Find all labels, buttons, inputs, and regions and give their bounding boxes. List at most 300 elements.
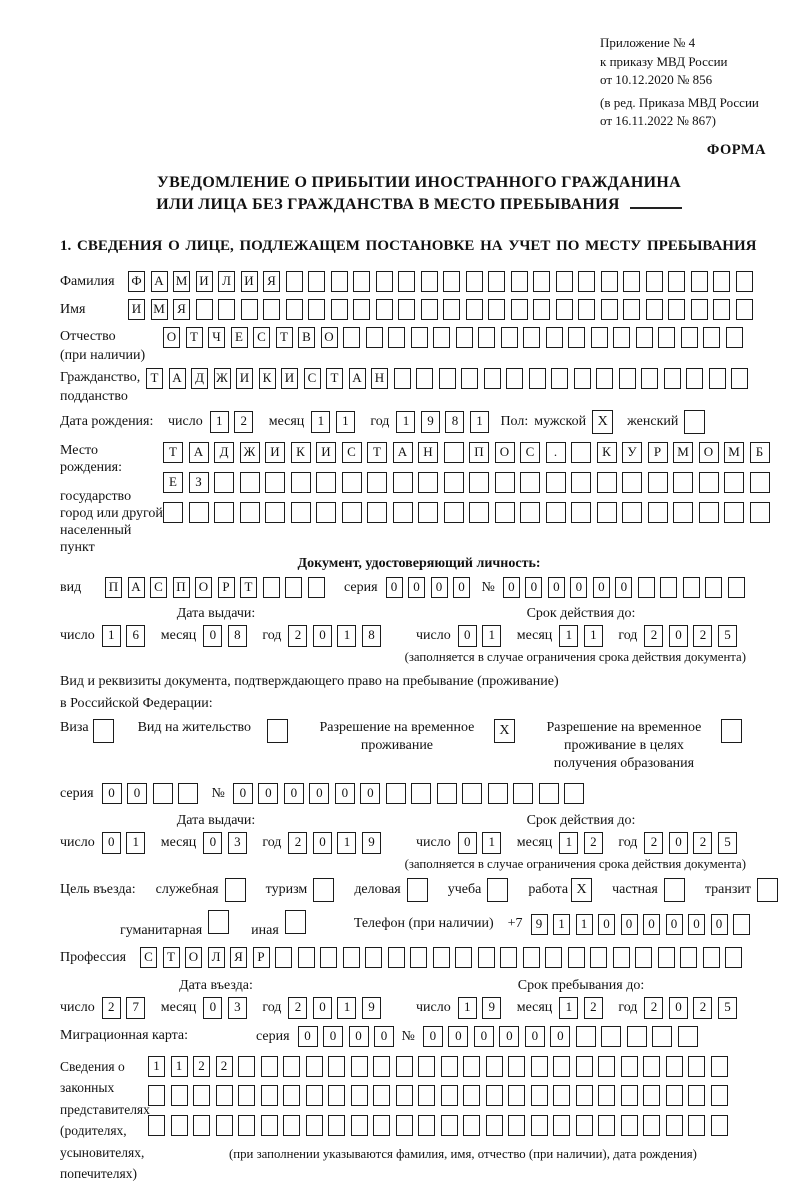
purpose-humanitarian-checkbox[interactable]	[208, 910, 229, 934]
char-cell[interactable]	[699, 472, 719, 493]
char-cell[interactable]	[366, 327, 383, 348]
char-cell[interactable]: 1	[148, 1056, 165, 1077]
char-cell[interactable]	[576, 1115, 593, 1136]
char-cell[interactable]	[724, 472, 744, 493]
char-cell[interactable]: Ж	[240, 442, 260, 463]
char-cell[interactable]: 9	[482, 997, 501, 1019]
char-cell[interactable]: 2	[584, 997, 603, 1019]
char-cell[interactable]: И	[316, 442, 336, 463]
char-cell[interactable]: 1	[458, 997, 477, 1019]
char-cell[interactable]	[261, 1115, 278, 1136]
char-cell[interactable]: 0	[453, 577, 470, 598]
char-cell[interactable]	[328, 1056, 345, 1077]
char-cell[interactable]	[596, 368, 613, 389]
char-cell[interactable]: 2	[193, 1056, 210, 1077]
char-cell[interactable]	[711, 1056, 728, 1077]
char-cell[interactable]	[666, 1115, 683, 1136]
char-cell[interactable]	[240, 502, 260, 523]
char-cell[interactable]	[545, 947, 562, 968]
char-cell[interactable]: А	[151, 271, 168, 292]
char-cell[interactable]: 0	[313, 997, 332, 1019]
char-cell[interactable]: 0	[386, 577, 403, 598]
char-cell[interactable]	[261, 1056, 278, 1077]
char-cell[interactable]	[308, 299, 325, 320]
char-cell[interactable]	[218, 299, 235, 320]
purpose-private-checkbox[interactable]	[664, 878, 685, 902]
char-cell[interactable]: 2	[102, 997, 121, 1019]
char-cell[interactable]: 0	[550, 1026, 570, 1047]
char-cell[interactable]	[373, 1115, 390, 1136]
purpose-transit-checkbox[interactable]	[757, 878, 778, 902]
char-cell[interactable]	[578, 271, 595, 292]
char-cell[interactable]: 0	[258, 783, 278, 804]
char-cell[interactable]: 0	[458, 832, 477, 854]
char-cell[interactable]: 0	[448, 1026, 468, 1047]
char-cell[interactable]	[171, 1115, 188, 1136]
char-cell[interactable]	[601, 271, 618, 292]
char-cell[interactable]	[571, 502, 591, 523]
char-cell[interactable]	[396, 1115, 413, 1136]
char-cell[interactable]	[373, 1085, 390, 1106]
char-cell[interactable]	[508, 1115, 525, 1136]
char-cell[interactable]	[396, 1056, 413, 1077]
char-cell[interactable]	[546, 502, 566, 523]
char-cell[interactable]: 3	[228, 832, 247, 854]
char-cell[interactable]: Р	[253, 947, 270, 968]
char-cell[interactable]: Т	[163, 442, 183, 463]
char-cell[interactable]: 2	[288, 997, 307, 1019]
char-cell[interactable]: Ж	[214, 368, 231, 389]
char-cell[interactable]	[433, 327, 450, 348]
char-cell[interactable]	[513, 783, 533, 804]
char-cell[interactable]	[621, 1115, 638, 1136]
char-cell[interactable]: 2	[288, 832, 307, 854]
char-cell[interactable]: К	[259, 368, 276, 389]
char-cell[interactable]	[241, 299, 258, 320]
char-cell[interactable]	[646, 299, 663, 320]
char-cell[interactable]	[488, 783, 508, 804]
char-cell[interactable]	[576, 1085, 593, 1106]
char-cell[interactable]: О	[699, 442, 719, 463]
char-cell[interactable]	[646, 271, 663, 292]
char-cell[interactable]	[171, 1085, 188, 1106]
char-cell[interactable]	[238, 1056, 255, 1077]
char-cell[interactable]: Т	[240, 577, 257, 598]
char-cell[interactable]	[216, 1085, 233, 1106]
char-cell[interactable]	[556, 271, 573, 292]
char-cell[interactable]	[308, 577, 325, 598]
char-cell[interactable]	[546, 472, 566, 493]
char-cell[interactable]	[148, 1115, 165, 1136]
char-cell[interactable]	[699, 502, 719, 523]
char-cell[interactable]	[214, 502, 234, 523]
char-cell[interactable]	[736, 271, 753, 292]
char-cell[interactable]: А	[128, 577, 145, 598]
char-cell[interactable]: 9	[531, 914, 548, 935]
temp-residence-checkbox[interactable]: X	[494, 719, 515, 743]
char-cell[interactable]	[418, 472, 438, 493]
char-cell[interactable]: 0	[298, 1026, 318, 1047]
char-cell[interactable]	[529, 368, 546, 389]
char-cell[interactable]	[686, 368, 703, 389]
char-cell[interactable]: 1	[396, 411, 415, 433]
char-cell[interactable]: 2	[644, 832, 663, 854]
char-cell[interactable]: 0	[102, 783, 122, 804]
char-cell[interactable]	[484, 368, 501, 389]
char-cell[interactable]	[367, 472, 387, 493]
char-cell[interactable]	[683, 577, 700, 598]
char-cell[interactable]: 9	[362, 832, 381, 854]
char-cell[interactable]	[731, 368, 748, 389]
char-cell[interactable]: И	[241, 271, 258, 292]
char-cell[interactable]: 0	[313, 625, 332, 647]
char-cell[interactable]	[441, 1085, 458, 1106]
purpose-study-checkbox[interactable]	[487, 878, 508, 902]
char-cell[interactable]: Е	[231, 327, 248, 348]
char-cell[interactable]	[478, 327, 495, 348]
char-cell[interactable]: Я	[263, 271, 280, 292]
char-cell[interactable]	[598, 1056, 615, 1077]
char-cell[interactable]	[597, 472, 617, 493]
char-cell[interactable]	[551, 368, 568, 389]
char-cell[interactable]	[709, 368, 726, 389]
char-cell[interactable]: 1	[337, 997, 356, 1019]
char-cell[interactable]	[411, 783, 431, 804]
char-cell[interactable]: 0	[666, 914, 683, 935]
char-cell[interactable]	[533, 271, 550, 292]
char-cell[interactable]: Д	[214, 442, 234, 463]
char-cell[interactable]	[574, 368, 591, 389]
male-checkbox[interactable]: X	[592, 410, 613, 434]
char-cell[interactable]	[750, 472, 770, 493]
char-cell[interactable]	[216, 1115, 233, 1136]
char-cell[interactable]	[635, 947, 652, 968]
char-cell[interactable]	[564, 783, 584, 804]
char-cell[interactable]	[508, 1056, 525, 1077]
char-cell[interactable]	[461, 368, 478, 389]
char-cell[interactable]: 7	[126, 997, 145, 1019]
char-cell[interactable]: 8	[445, 411, 464, 433]
char-cell[interactable]: 5	[718, 832, 737, 854]
char-cell[interactable]	[733, 914, 750, 935]
char-cell[interactable]	[462, 783, 482, 804]
char-cell[interactable]	[478, 947, 495, 968]
char-cell[interactable]	[621, 1085, 638, 1106]
char-cell[interactable]: .	[546, 442, 566, 463]
char-cell[interactable]: Т	[276, 327, 293, 348]
char-cell[interactable]	[486, 1085, 503, 1106]
char-cell[interactable]: Т	[163, 947, 180, 968]
char-cell[interactable]: 2	[288, 625, 307, 647]
char-cell[interactable]: 0	[335, 783, 355, 804]
char-cell[interactable]	[238, 1115, 255, 1136]
char-cell[interactable]	[367, 502, 387, 523]
char-cell[interactable]	[331, 271, 348, 292]
char-cell[interactable]	[664, 368, 681, 389]
char-cell[interactable]	[463, 1115, 480, 1136]
char-cell[interactable]	[286, 299, 303, 320]
char-cell[interactable]: 0	[423, 1026, 443, 1047]
char-cell[interactable]	[441, 1056, 458, 1077]
char-cell[interactable]: 2	[693, 997, 712, 1019]
char-cell[interactable]	[553, 1085, 570, 1106]
char-cell[interactable]	[571, 442, 591, 463]
char-cell[interactable]	[388, 947, 405, 968]
char-cell[interactable]: Д	[191, 368, 208, 389]
char-cell[interactable]: 1	[576, 914, 593, 935]
char-cell[interactable]	[556, 299, 573, 320]
char-cell[interactable]	[601, 299, 618, 320]
char-cell[interactable]: О	[195, 577, 212, 598]
char-cell[interactable]	[418, 1115, 435, 1136]
char-cell[interactable]	[523, 947, 540, 968]
char-cell[interactable]	[688, 1085, 705, 1106]
char-cell[interactable]: 0	[669, 832, 688, 854]
char-cell[interactable]: С	[140, 947, 157, 968]
char-cell[interactable]	[539, 783, 559, 804]
char-cell[interactable]	[418, 1056, 435, 1077]
char-cell[interactable]	[568, 947, 585, 968]
char-cell[interactable]	[351, 1115, 368, 1136]
char-cell[interactable]	[636, 327, 653, 348]
char-cell[interactable]: 0	[688, 914, 705, 935]
char-cell[interactable]	[193, 1115, 210, 1136]
char-cell[interactable]: Е	[163, 472, 183, 493]
char-cell[interactable]	[736, 299, 753, 320]
char-cell[interactable]	[291, 472, 311, 493]
char-cell[interactable]: Р	[218, 577, 235, 598]
char-cell[interactable]	[531, 1115, 548, 1136]
char-cell[interactable]	[398, 271, 415, 292]
char-cell[interactable]: 0	[643, 914, 660, 935]
char-cell[interactable]	[750, 502, 770, 523]
char-cell[interactable]	[398, 299, 415, 320]
char-cell[interactable]	[531, 1056, 548, 1077]
char-cell[interactable]	[342, 472, 362, 493]
char-cell[interactable]	[598, 1085, 615, 1106]
char-cell[interactable]: 2	[644, 625, 663, 647]
char-cell[interactable]: С	[342, 442, 362, 463]
char-cell[interactable]	[283, 1085, 300, 1106]
char-cell[interactable]	[444, 502, 464, 523]
char-cell[interactable]: 1	[171, 1056, 188, 1077]
char-cell[interactable]	[641, 368, 658, 389]
char-cell[interactable]	[443, 271, 460, 292]
char-cell[interactable]	[421, 299, 438, 320]
char-cell[interactable]: 1	[126, 832, 145, 854]
char-cell[interactable]: 0	[127, 783, 147, 804]
char-cell[interactable]	[648, 502, 668, 523]
char-cell[interactable]	[351, 1085, 368, 1106]
char-cell[interactable]: 0	[102, 832, 121, 854]
char-cell[interactable]: 0	[203, 625, 222, 647]
char-cell[interactable]: 0	[525, 1026, 545, 1047]
char-cell[interactable]	[622, 502, 642, 523]
char-cell[interactable]	[613, 327, 630, 348]
char-cell[interactable]: З	[189, 472, 209, 493]
char-cell[interactable]	[520, 472, 540, 493]
char-cell[interactable]	[306, 1085, 323, 1106]
char-cell[interactable]: 0	[374, 1026, 394, 1047]
char-cell[interactable]: 1	[553, 914, 570, 935]
char-cell[interactable]	[393, 472, 413, 493]
char-cell[interactable]: Т	[186, 327, 203, 348]
char-cell[interactable]	[553, 1115, 570, 1136]
char-cell[interactable]	[306, 1056, 323, 1077]
char-cell[interactable]	[666, 1085, 683, 1106]
char-cell[interactable]: И	[281, 368, 298, 389]
char-cell[interactable]: Т	[367, 442, 387, 463]
char-cell[interactable]	[189, 502, 209, 523]
char-cell[interactable]	[343, 947, 360, 968]
char-cell[interactable]: 2	[693, 625, 712, 647]
char-cell[interactable]	[455, 947, 472, 968]
char-cell[interactable]	[376, 271, 393, 292]
char-cell[interactable]: 0	[570, 577, 587, 598]
char-cell[interactable]: Я	[173, 299, 190, 320]
char-cell[interactable]	[501, 327, 518, 348]
char-cell[interactable]: У	[622, 442, 642, 463]
char-cell[interactable]: А	[189, 442, 209, 463]
char-cell[interactable]	[691, 299, 708, 320]
char-cell[interactable]	[571, 472, 591, 493]
char-cell[interactable]: 0	[458, 625, 477, 647]
char-cell[interactable]	[506, 368, 523, 389]
char-cell[interactable]: О	[321, 327, 338, 348]
char-cell[interactable]	[486, 1056, 503, 1077]
char-cell[interactable]	[331, 299, 348, 320]
char-cell[interactable]	[688, 1115, 705, 1136]
char-cell[interactable]	[193, 1085, 210, 1106]
char-cell[interactable]	[488, 299, 505, 320]
char-cell[interactable]: И	[196, 271, 213, 292]
char-cell[interactable]	[711, 1085, 728, 1106]
char-cell[interactable]: 0	[711, 914, 728, 935]
char-cell[interactable]	[553, 1056, 570, 1077]
char-cell[interactable]	[394, 368, 411, 389]
char-cell[interactable]	[643, 1115, 660, 1136]
char-cell[interactable]	[726, 327, 743, 348]
char-cell[interactable]	[668, 299, 685, 320]
char-cell[interactable]	[320, 947, 337, 968]
char-cell[interactable]: 0	[349, 1026, 369, 1047]
char-cell[interactable]	[263, 299, 280, 320]
char-cell[interactable]	[668, 271, 685, 292]
char-cell[interactable]	[619, 368, 636, 389]
char-cell[interactable]	[591, 327, 608, 348]
char-cell[interactable]	[351, 1056, 368, 1077]
char-cell[interactable]: В	[298, 327, 315, 348]
char-cell[interactable]: О	[495, 442, 515, 463]
char-cell[interactable]	[178, 783, 198, 804]
char-cell[interactable]: 0	[593, 577, 610, 598]
char-cell[interactable]: 0	[669, 625, 688, 647]
char-cell[interactable]: П	[173, 577, 190, 598]
char-cell[interactable]	[466, 271, 483, 292]
char-cell[interactable]	[463, 1085, 480, 1106]
purpose-other-checkbox[interactable]	[285, 910, 306, 934]
char-cell[interactable]: 0	[203, 832, 222, 854]
char-cell[interactable]	[728, 577, 745, 598]
char-cell[interactable]: Н	[371, 368, 388, 389]
char-cell[interactable]: 0	[203, 997, 222, 1019]
char-cell[interactable]	[421, 271, 438, 292]
char-cell[interactable]	[703, 327, 720, 348]
char-cell[interactable]	[691, 271, 708, 292]
char-cell[interactable]	[703, 947, 720, 968]
char-cell[interactable]	[376, 299, 393, 320]
char-cell[interactable]	[298, 947, 315, 968]
char-cell[interactable]	[410, 947, 427, 968]
char-cell[interactable]: 0	[615, 577, 632, 598]
char-cell[interactable]	[576, 1056, 593, 1077]
char-cell[interactable]	[386, 783, 406, 804]
char-cell[interactable]	[488, 271, 505, 292]
char-cell[interactable]: 1	[584, 625, 603, 647]
char-cell[interactable]: 1	[470, 411, 489, 433]
char-cell[interactable]	[511, 299, 528, 320]
char-cell[interactable]	[443, 299, 460, 320]
char-cell[interactable]	[598, 1115, 615, 1136]
char-cell[interactable]	[437, 783, 457, 804]
char-cell[interactable]: М	[673, 442, 693, 463]
residence-permit-checkbox[interactable]	[267, 719, 288, 743]
char-cell[interactable]: П	[469, 442, 489, 463]
char-cell[interactable]	[652, 1026, 672, 1047]
char-cell[interactable]: Л	[208, 947, 225, 968]
char-cell[interactable]: 1	[102, 625, 121, 647]
char-cell[interactable]: 0	[503, 577, 520, 598]
char-cell[interactable]	[353, 271, 370, 292]
char-cell[interactable]	[678, 1026, 698, 1047]
char-cell[interactable]	[705, 577, 722, 598]
char-cell[interactable]	[688, 1056, 705, 1077]
char-cell[interactable]	[531, 1085, 548, 1106]
char-cell[interactable]: 0	[474, 1026, 494, 1047]
char-cell[interactable]: К	[291, 442, 311, 463]
char-cell[interactable]	[511, 271, 528, 292]
char-cell[interactable]	[393, 502, 413, 523]
char-cell[interactable]: Л	[218, 271, 235, 292]
char-cell[interactable]	[148, 1085, 165, 1106]
purpose-tourism-checkbox[interactable]	[313, 878, 334, 902]
char-cell[interactable]	[444, 442, 464, 463]
char-cell[interactable]	[590, 947, 607, 968]
char-cell[interactable]	[214, 472, 234, 493]
char-cell[interactable]	[396, 1085, 413, 1106]
char-cell[interactable]	[673, 472, 693, 493]
char-cell[interactable]: О	[163, 327, 180, 348]
char-cell[interactable]	[658, 947, 675, 968]
char-cell[interactable]: С	[150, 577, 167, 598]
char-cell[interactable]: Ф	[128, 271, 145, 292]
char-cell[interactable]: 0	[431, 577, 448, 598]
char-cell[interactable]: 2	[644, 997, 663, 1019]
char-cell[interactable]: М	[724, 442, 744, 463]
char-cell[interactable]	[418, 502, 438, 523]
char-cell[interactable]	[316, 502, 336, 523]
char-cell[interactable]	[238, 1085, 255, 1106]
char-cell[interactable]: С	[304, 368, 321, 389]
char-cell[interactable]: 9	[362, 997, 381, 1019]
char-cell[interactable]: С	[253, 327, 270, 348]
char-cell[interactable]: К	[597, 442, 617, 463]
char-cell[interactable]	[680, 947, 697, 968]
char-cell[interactable]	[613, 947, 630, 968]
char-cell[interactable]: 1	[337, 832, 356, 854]
char-cell[interactable]	[285, 577, 302, 598]
char-cell[interactable]	[265, 502, 285, 523]
